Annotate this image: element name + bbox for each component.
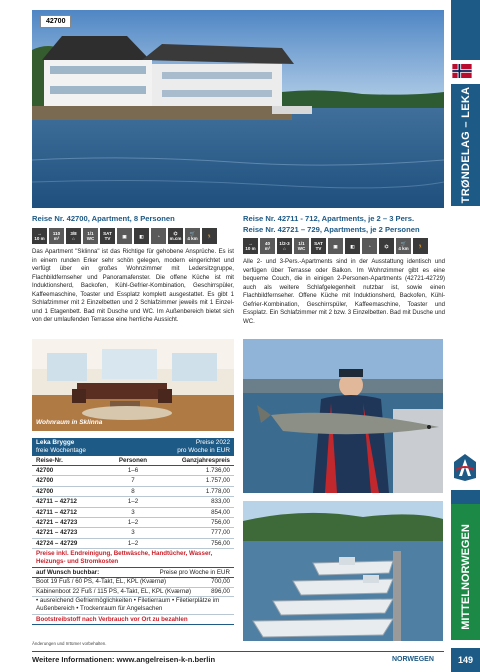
table-cell-persons: 1–2	[127, 519, 139, 527]
table-row	[32, 497, 234, 507]
table-cell-price: 833,00	[211, 498, 230, 506]
region-label: TRØNDELAG – LEKA	[459, 86, 472, 204]
price-table-rows	[32, 466, 234, 549]
fisherman-photo	[243, 339, 443, 493]
listing2-amenity-icon-top: 🏃	[417, 243, 424, 249]
angelreisen-logo-icon	[452, 452, 478, 482]
listing1-amenity-icon-bottom: m.cm	[169, 236, 182, 241]
table-row	[32, 539, 234, 549]
listing2-amenity-icon-top: 🛒	[400, 241, 407, 246]
price-table-prices-label: Preise 2022	[195, 439, 230, 446]
listing2-amenity-icon	[396, 238, 411, 254]
table-cell-nr: 42721 – 42723	[36, 519, 78, 527]
table-cell-persons: 1–2	[127, 498, 139, 506]
table-cell-price: 1.778,00	[205, 487, 230, 495]
listing1-amenity-icon-bottom: ⌂	[72, 236, 75, 241]
table-cell-price: 1.736,00	[205, 467, 230, 474]
listing1-amenity-icon-bottom: WC	[86, 236, 95, 241]
listing1-amenity-icon	[185, 228, 200, 244]
price-table-name: Leka Brygge	[36, 439, 75, 446]
table-cell-price: 756,00	[211, 539, 230, 547]
table-cell-nr: 42700	[36, 487, 54, 495]
listing2-amenity-icon	[413, 238, 428, 254]
listing2-amenity-icon-bottom: m²	[264, 246, 271, 251]
price-table-prices-sub: pro Woche in EUR	[177, 447, 230, 454]
listing2-amenity-icon-bottom: WC	[297, 246, 306, 251]
price-table	[32, 438, 234, 625]
listing1-amenity-icon-bottom: 10 m	[34, 236, 45, 241]
col-nr: Reise-Nr.	[36, 457, 63, 464]
bookable-sub: Preise pro Woche in EUR	[159, 569, 230, 577]
listing2-amenity-icon-bottom: TV	[315, 246, 322, 251]
table-row	[32, 508, 234, 518]
extras-list: • ausreichend Gefriermöglichkeiten • Filetierraum • Filetierplätze im Außenbereich • Trockenraum für Angelsachen	[32, 597, 234, 615]
table-cell-persons: 8	[131, 487, 135, 495]
boat-price: 700,00	[211, 578, 230, 586]
listing2-title-1: Reise Nr. 42711 - 712, Apartments, je 2 – 3 Pers.	[243, 214, 415, 223]
listing1-amenity-icon	[117, 228, 132, 244]
table-cell-nr: 42721 – 42723	[36, 529, 78, 537]
listing1-amenity-icon	[32, 228, 47, 244]
listing2-amenity-icon-top: 1/2-3	[279, 241, 290, 246]
bookable-header	[32, 568, 234, 578]
listing2-amenity-icon-bottom: ⌂	[283, 246, 286, 251]
listing1-amenity-icon-top: ◧	[139, 233, 144, 239]
side-top-bar	[451, 0, 480, 60]
listing1-amenity-icon-top: SAT	[103, 231, 112, 236]
listing2-amenity-icon	[294, 238, 309, 254]
listing1-amenity-icon-top: ◔	[157, 233, 160, 239]
listing2-amenity-icons	[243, 238, 428, 254]
listing2-amenity-icon-top: ◔	[368, 243, 371, 249]
listing2-amenity-icon	[311, 238, 326, 254]
listing1-amenity-icon-top: ▣	[122, 233, 127, 239]
table-cell-nr: 42700	[36, 477, 54, 485]
table-cell-persons: 3	[131, 508, 135, 516]
living-room-caption: Wohnraum in Sklinna	[36, 419, 103, 426]
footer-more-info: Weitere Informationen: www.angelreisen-k-n.berlin	[32, 655, 216, 664]
listing1-amenity-icon	[83, 228, 98, 244]
listing1-amenity-icon	[168, 228, 183, 244]
footer-country: NORWEGEN	[392, 656, 434, 663]
table-cell-nr: 42711 – 42712	[36, 498, 77, 506]
listing1-amenity-icon-top: 🛒	[189, 231, 196, 236]
price-table-header	[32, 438, 234, 456]
listing1-amenity-icon-bottom: TV	[104, 236, 111, 241]
living-room-photo	[32, 339, 234, 431]
listing1-amenity-icon	[49, 228, 64, 244]
listing1-amenity-icon-top: 110	[52, 231, 61, 236]
listing1-amenity-icon-bottom: 4 km	[187, 236, 198, 241]
listing1-amenity-icon	[151, 228, 166, 244]
table-cell-price: 854,00	[211, 508, 230, 516]
hero-tag: 42700	[40, 15, 71, 28]
listing2-amenity-icon	[277, 238, 292, 254]
col-persons: Personen	[118, 457, 148, 464]
listing2-amenity-icon-top: SAT	[314, 241, 323, 246]
boat-row	[32, 588, 234, 597]
table-row	[32, 476, 234, 486]
listing1-amenity-icon	[100, 228, 115, 244]
page-number: 149	[451, 648, 480, 672]
boat-desc: Boot 19 Fuß / 60 PS, 4-Takt, EL, KPL (Kværnø)	[36, 578, 167, 586]
listing1-amenity-icon	[134, 228, 149, 244]
listing1-amenity-icon-top: ⌬	[173, 231, 178, 236]
listing2-amenity-icon-top: ◧	[350, 243, 355, 249]
listing2-amenity-icon-bottom: 10 m	[245, 246, 256, 251]
table-row	[32, 466, 234, 476]
listing2-amenity-icon-top: →	[248, 241, 253, 246]
table-cell-nr: 42700	[36, 467, 54, 474]
table-cell-price: 777,00	[211, 529, 230, 537]
listing2-amenity-icon	[362, 238, 377, 254]
listing1-amenity-icon-top: 1/1	[87, 231, 94, 236]
price-table-note: Preise inkl. Endreinigung, Bettwäsche, Handtücher, Wasser, Heizungs- und Stromkosten	[32, 549, 234, 568]
listing1-title: Reise Nr. 42700, Apartment, 8 Personen	[32, 214, 175, 223]
boat-rows	[32, 578, 234, 597]
table-cell-persons: 1–2	[127, 539, 139, 547]
table-row	[32, 487, 234, 497]
fuel-note: Bootstreibstoff nach Verbrauch vor Ort zu bezahlen	[32, 615, 234, 625]
table-row	[32, 518, 234, 528]
listing1-amenity-icons	[32, 228, 217, 244]
boat-desc: Kabinenboot 22 Fuß / 115 PS, 4-Takt, EL, KPL (Kværnø)	[36, 587, 192, 595]
listing2-amenity-icon-top: ⌬	[384, 243, 389, 249]
boats-photo	[243, 501, 443, 641]
listing1-amenity-icon	[66, 228, 81, 244]
table-cell-price: 1.757,00	[205, 477, 230, 485]
listing2-amenity-icon	[328, 238, 343, 254]
listing2-title-2: Reise Nr. 42721 – 729, Apartments, je 2 Personen	[243, 225, 420, 234]
listing1-amenity-icon	[202, 228, 217, 244]
norway-flag-icon	[452, 64, 472, 78]
price-table-name-sub: freie Wochentage	[36, 447, 86, 454]
area-label-bar	[451, 490, 480, 640]
table-cell-persons: 3	[131, 529, 135, 537]
listing2-amenity-icon-top: 1/1	[298, 241, 305, 246]
table-cell-price: 756,00	[211, 519, 230, 527]
hero-photo	[32, 10, 444, 208]
listing1-amenity-icon-top: →	[37, 231, 42, 236]
listing1-description: Das Apartment "Sklinna" ist das Richtige für gehobene Ansprüche. Es ist in einem runden Erker sehr schön gelegen, modern eingerichtet und verfügt über ein großes Wohnzimmer mit Ledersitzgruppe, Flachbildfernseher und Panoramafenster. Die offene Küche ist mit Induktionsherd, Backofen, Kühl-Gefrier-Kombination, Geschirrspüler, Kaffeemaschine, Toaster und Essplatz komplett ausgestattet. Es gibt 1 Schlafzimmer mit 2 Einzelbetten und 2 Schlafzimmer jeweils mit 1 Einzel- und 1 Etagenbett. Bad mit Dusche und WC. Im Außenbereich bietet sich von der umlaufenden Terrasse eine herrliche Aussicht.	[32, 248, 234, 323]
table-row	[32, 528, 234, 538]
listing2-amenity-icon	[260, 238, 275, 254]
listing2-amenity-icon-bottom: 4 km	[398, 246, 409, 251]
bookable-label: auf Wunsch buchbar:	[36, 569, 100, 577]
listing2-amenity-icon	[345, 238, 360, 254]
disclaimer: Änderungen und Irrtümer vorbehalten.	[32, 641, 107, 646]
footer-rule	[32, 651, 444, 652]
boat-row	[32, 578, 234, 587]
listing2-description: Alle 2- und 3-Pers.-Apartments sind in der Ausstattung identisch und verfügen über Terrasse oder Balkon. Im Wohnzimmer gibt es eine bequeme Couch, die in einigen 2-Personen-Apartments (42721-42729) auch als weitere Schlafgelegenheit nutzbar ist, sowie einen Flachbildfernseher. Offene Küche mit Induktionsherd, Backofen, Kühl-Gefrier-Kombination, Geschirrspüler, Kaffeemaschine, Toaster und Essplatz. Ein Schlafzimmer mit 2 bzw. 3 Einzelbetten. Bad mit Dusche und WC.	[243, 258, 445, 325]
listing1-amenity-icon-top: 3/8	[70, 231, 77, 236]
price-table-columns	[32, 456, 234, 466]
table-cell-persons: 7	[131, 477, 135, 485]
area-label: MITTELNORWEGEN	[459, 524, 472, 630]
table-cell-nr: 42724 – 42729	[36, 539, 78, 547]
listing2-amenity-icon	[243, 238, 258, 254]
listing2-amenity-icon-top: 40	[264, 241, 270, 246]
listing2-amenity-icon-top: ▣	[333, 243, 338, 249]
area-label-cap	[451, 490, 480, 504]
table-cell-persons: 1–6	[127, 467, 139, 474]
col-price: Ganzjahrespreis	[181, 457, 230, 464]
listing1-amenity-icon-top: 🏃	[206, 233, 213, 239]
listing2-amenity-icon	[379, 238, 394, 254]
table-cell-nr: 42711 – 42712	[36, 508, 77, 516]
listing1-amenity-icon-bottom: m²	[53, 236, 60, 241]
region-label-bar	[451, 84, 480, 206]
boat-price: 896,00	[211, 587, 230, 595]
